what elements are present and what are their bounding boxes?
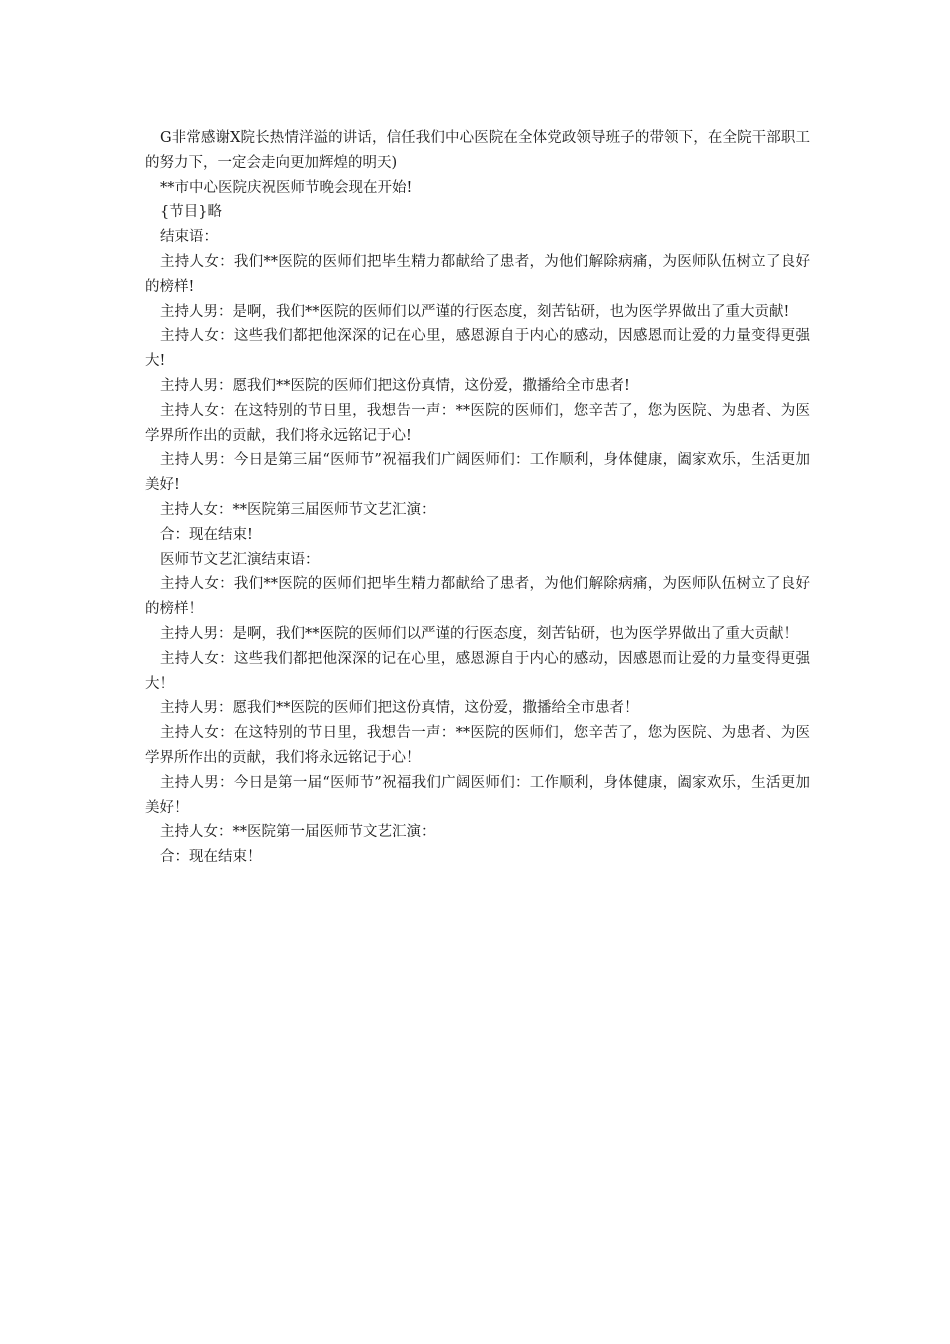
paragraph: 合：现在结束！ xyxy=(160,849,262,866)
paragraph: 医师节文艺汇演结束语： xyxy=(160,551,320,568)
paragraph: 主持人女：在这特别的节日里，我想告一声：**医院的医师们，您辛苦了，您为医院、为患者、为医学界所作出的贡献，我们将永远铭记于心！ xyxy=(145,725,810,766)
paragraph: 主持人女：我们**医院的医师们把毕生精力都献给了患者，为他们解除病痛，为医师队伍树立了良好的榜样！ xyxy=(145,576,810,618)
paragraph: 主持人女：这些我们都把他深深的记在心里，感恩源自于内心的感动，因感恩而让爱的力量变得更强大! xyxy=(145,328,810,370)
paragraph: 主持人女：**医院第一届医师节文艺汇演： xyxy=(160,824,436,841)
paragraph: 主持人女：这些我们都把他深深的记在心里，感恩源自于内心的感动，因感恩而让爱的力量变得更强大！ xyxy=(145,650,810,692)
paragraph: G非常感谢X院长热情洋溢的讲话，信任我们中心医院在全体党政领导班子的带领下，在全院干部职工的努力下，一定会走向更加辉煌的明天) xyxy=(145,130,810,171)
paragraph: 主持人男：是啊，我们**医院的医师们以严谨的行医态度，刻苦钻研，也为医学界做出了重大贡献! xyxy=(160,303,790,320)
paragraph: 主持人女：在这特别的节日里，我想告一声：**医院的医师们，您辛苦了，您为医院、为患者、为医学界所作出的贡献，我们将永远铭记于心! xyxy=(145,402,810,444)
paragraph: 主持人男：是啊，我们**医院的医师们以严谨的行医态度，刻苦钻研，也为医学界做出了重大贡献！ xyxy=(160,625,798,642)
paragraph: 主持人男：今日是第三届“医师节”祝福我们广阔医师们：工作顺利，身体健康，阖家欢乐，生活更加美好! xyxy=(145,452,810,494)
paragraph: 结束语： xyxy=(160,229,218,246)
paragraph: 合：现在结束! xyxy=(160,526,253,543)
paragraph: 主持人女：**医院第三届医师节文艺汇演： xyxy=(160,501,436,518)
paragraph: 主持人男：愿我们**医院的医师们把这份真情，这份爱，撒播给全市患者! xyxy=(160,377,630,394)
paragraph: {节目}略 xyxy=(160,204,222,221)
paragraph: 主持人男：今日是第一届“医师节”祝福我们广阔医师们：工作顺利，身体健康，阖家欢乐，生活更加美好！ xyxy=(145,774,810,816)
document-body xyxy=(145,126,810,870)
paragraph: 主持人女：我们**医院的医师们把毕生精力都献给了患者，为他们解除病痛，为医师队伍树立了良好的榜样! xyxy=(145,253,810,295)
paragraph: **市中心医院庆祝医师节晚会现在开始! xyxy=(160,179,413,196)
paragraph: 主持人男：愿我们**医院的医师们把这份真情，这份爱，撒播给全市患者！ xyxy=(160,700,639,717)
